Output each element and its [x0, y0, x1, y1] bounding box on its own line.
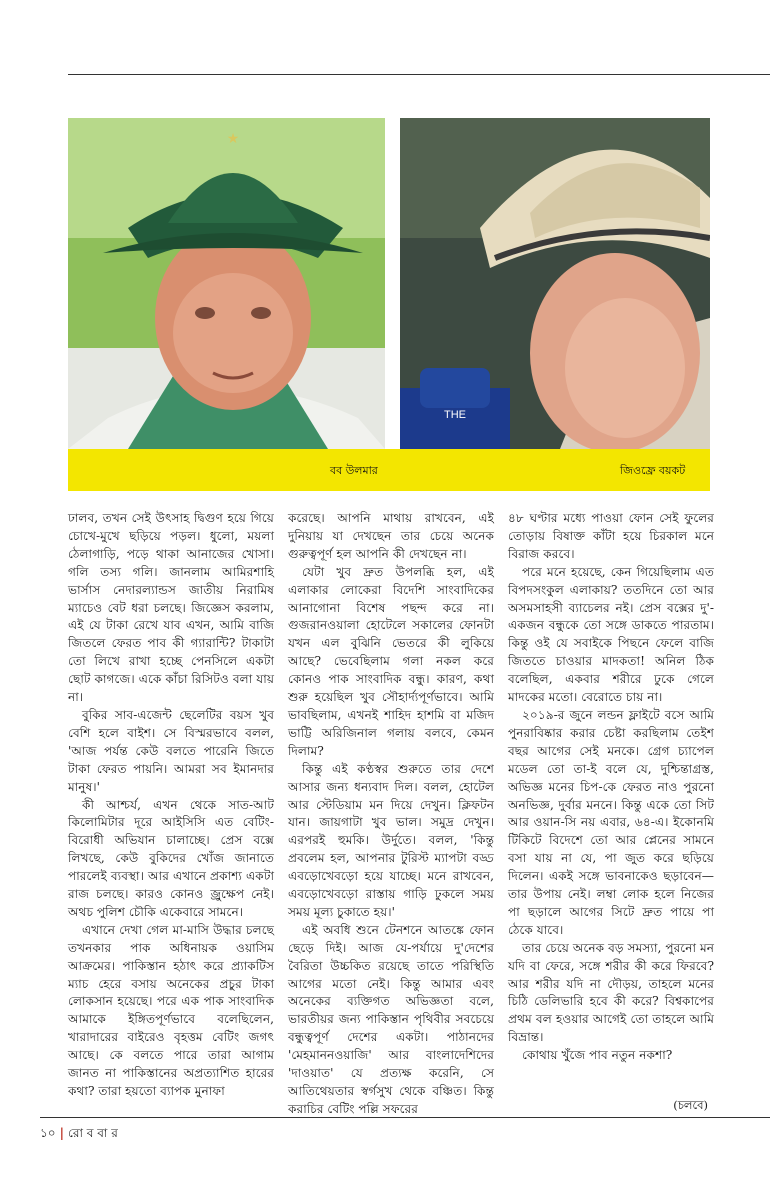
paragraph: যেটা খুব দ্রুত উপলব্ধি হল, এই এলাকার লোকেরা বিদেশি সাংবাদিকের আনাগোনা বিশেষ পছন্দ করে না। গুজরানওয়ালা হোটেলে সকালের ফোনটা যখন এল বুঝিনি ভেতরে কী লুকিয়ে আছে? ভেবেছিলাম গলা নকল করে কোনও পাক সাংবাদিক বন্ধু। কারণ, কথা শুরু হয়েছিল খুব সৌহার্দ্যপূর্ণভাবে। আমি ভাবছিলাম, এখনই শাহিদ হাশমি বা মজিদ ভাট্টি অরিজিনাল গলায় বলবে, কেমন দিলাম? — [288, 564, 494, 758]
paragraph: এখানে দেখা গেল মা-মাসি উদ্ধার চলছে তখনকার পাক অধিনায়ক ওয়াসিম আক্রমের। পাকিস্তান হঠাৎ করে প্র্যাকটিস ম্যাচ হেরে বসায় অনেকের প্রচুর টাকা লোকসান হয়েছে। পরে এক পাক সাংবাদিক আমাকে ইঙ্গিতপূর্ণভাবে বলেছিলেন, খারাদারের বাইরেও বৃহত্তম বেটিং জগৎ আছে। কে বলতে পারে তারা আগাম জানত না পাকিস্তানের অপ্রত্যাশিত হারের কথা? তারা হয়তো ব্যাপক মুনাফা — [68, 922, 274, 1098]
paragraph: এই অবধি শুনে টেনশনে আতঙ্কে ফোন ছেড়ে দিই। আজ যে-পর্যায়ে দু'দেশের বৈরিতা উচ্চকিত রয়েছে তাতে পরিস্থিতি আগের মতো নেই। কিন্তু আমার এবং অনেকের ব্যক্তিগত অভিজ্ঞতা বলে, ভারতীয়র জন্য পাকিস্তান পৃথিবীর সবচেয়ে বন্ধুত্বপূর্ণ দেশের একটা। পাঠানদের 'মেহমাননওয়াজি' আর বাংলাদেশিদের 'দাওয়াত' যে প্রত্যক্ষ করেনি, সে আতিথেয়তার স্বর্গসুখ থেকে বঞ্চিত। কিন্তু করাচির বেটিং পল্লি সফরের — [288, 922, 494, 1116]
paragraph: ঢালব, তখন সেই উৎসাহ দ্বিগুণ হয়ে গিয়ে চোখে-মুখে ছড়িয়ে পড়ল। ধুলো, ময়লা ঠেলাগাড়ি, পড়ে থাকা আনাজের খোসা। গলি তস্য গলি। জানলাম আমিরশাহি ভার্সাস নেদারল্যান্ডস জাতীয় নিরামিষ ম্যাচেও বেট ধরা চলছে। জিজ্ঞেস করলাম, এই যে টাকা রেখে যাব এখন, আমি বাজি জিতলে ফেরত পাব কী গ্যারান্টি? টাকাটা তো লিখে রাখা হচ্ছে পেনসিলে একটা ছোট কাগজে। একে কাঁচা রিসিটও বলা যায় না। — [68, 511, 274, 705]
paragraph: কী আশ্চর্য, এখন থেকে সাত-আট কিলোমিটার দূরে আইসিসি এত বেটিং-বিরোধী অভিযান চালাচ্ছে। প্রেস বক্সে লিখছে, কেউ বুকিদের খোঁজ জানাতে পারলেই ব্যবস্থা। আর এখানে প্রকাশ্য একটা রাজ চলছে। কারও কোনও জ্রুক্ষেপ নেই। অথচ পুলিশ চৌকি একেবারে সামনে। — [68, 797, 274, 919]
bottom-rule — [40, 1117, 770, 1118]
page-folio — [40, 1125, 118, 1145]
paragraph: করেছে। আপনি মাথায় রাখবেন, এই দুনিয়ায় যা দেখছেন তার চেয়ে অনেক গুরুত্বপূর্ণ হল আপনি কী দেখছেন না। — [288, 511, 494, 561]
top-rule — [68, 74, 770, 75]
photo-left — [68, 118, 385, 449]
paragraph: কোথায় খুঁজে পাব নতুন নকশা? — [522, 1048, 673, 1063]
paragraph: ৪৮ ঘণ্টার মধ্যে পাওয়া ফোন সেই ফুলের তোড়ায় বিষাক্ত কাঁটা হয়ে চিরকাল মনে বিরাজ করবে। — [508, 511, 714, 561]
caption-band — [68, 449, 710, 491]
caption-left: বব উলমার — [330, 464, 378, 477]
caption-right: জিওফ্রে বয়কট — [620, 464, 686, 477]
photo-right — [400, 118, 710, 449]
continued-marker: (চলবে) — [673, 1098, 708, 1112]
paragraph: ২০১৯-র জুনে লন্ডন ফ্লাইটে বসে আমি পুনরাবিষ্কার করার চেষ্টা করছিলাম তেইশ বছর আগের সেই মনকে। গ্রেগ চ্যাপেল মডেল তো তা-ই বলে যে, দুশ্চিন্তাগ্রস্ত, অভিজ্ঞ মনের চিপ-কে ফেরত নাও পুরনো অনভিজ্ঞ, দুর্বার মননে। কিন্তু একে তো সিট আর ওয়ান-সি নয় এবার, ৬৪-এ। ইকোনমি টিকিটে বিদেশে তো আর প্লেনের সামনে বসা যায় না যে, পা জুত করে ছড়িয়ে দিলেন। একই সঙ্গে ভাবনাকেও ছড়াবেন— তার উপায় নেই। লম্বা লোক হলে নিজের পা ছড়ালে আগের সিটে দ্রুত পায়ে পা ঠেকে যাবে। — [508, 707, 714, 937]
folio-separator: | — [59, 1126, 64, 1140]
bob-woolmer-photo — [68, 118, 385, 449]
paragraph: তার চেয়ে অনেক বড় সমস্যা, পুরনো মন যদি বা ফেরে, সঙ্গে শরীর কী করে ফিরবে? আর শরীর যদি না দৌড়য়, তাহলে মনের চিঠি ডেলিভারি হবে কী করে? বিশ্বকাপের প্রথম বল হওয়ার আগেই তো তাহলে আমি বিভ্রান্ত। — [508, 940, 714, 1045]
svg-text:THE: THE — [444, 409, 466, 421]
paragraph: পরে মনে হয়েছে, কেন গিয়েছিলাম এত বিপদসংকুল এলাকায়? ততদিনে তো আর অসমসাহসী ব্যাচেলর নই। প্রেস বক্সের দু'-একজন বন্ধুকে তো সঙ্গে ডাকতে পারতাম। কিন্তু ওই যে সবাইকে পিছনে ফেলে বাজি জিততে চাওয়ার মাদকতা! অনিল ঠিক বলেছিল, একবার শরীরে ঢুকে গেলে মাদকের মতো। বেরোতে চায় না। — [508, 564, 714, 705]
paragraph: বুকির সাব-এজেন্ট ছেলেটির বয়স খুব বেশি হলে বাইশ। সে বিস্মরভাবে বলল, 'আজ পর্যন্ত কেউ বলতে পারেনি জিতে টাকা ফেরত পায়নি। আমরা সব ইমানদার মানুষ।' — [68, 707, 274, 794]
article-column-2 — [288, 510, 494, 1119]
article-column-3 — [508, 510, 714, 1065]
article-column-1 — [68, 510, 274, 1101]
magazine-name: রো ব বা র — [67, 1126, 118, 1140]
page-number: ১০ — [40, 1126, 56, 1140]
geoffrey-boycott-photo — [400, 118, 710, 449]
paragraph: কিন্তু এই কণ্ঠস্বর শুরুতে তার দেশে আসার জন্য ধন্যবাদ দিল। বলল, হোটেল আর স্টেডিয়াম মন দিয়ে দেখুন। ক্লিফটন যান। জায়গাটা খুব ভাল। সমুদ্র দেখুন। এরপরই হুমকি। উর্দুতে। বলল, 'কিন্তু প্রবলেম হল, আপনার টুরিস্ট ম্যাপটা বড্ড এবড়োখেবড়ো হয়ে যাচ্ছে। মনে রাখবেন, এবড়োখেবড়ো রাস্তায় গাড়ি ঢুকলে সময় সময় মূল্য চুকাতে হয়।' — [288, 761, 494, 919]
svg-text:★: ★ — [226, 131, 240, 147]
